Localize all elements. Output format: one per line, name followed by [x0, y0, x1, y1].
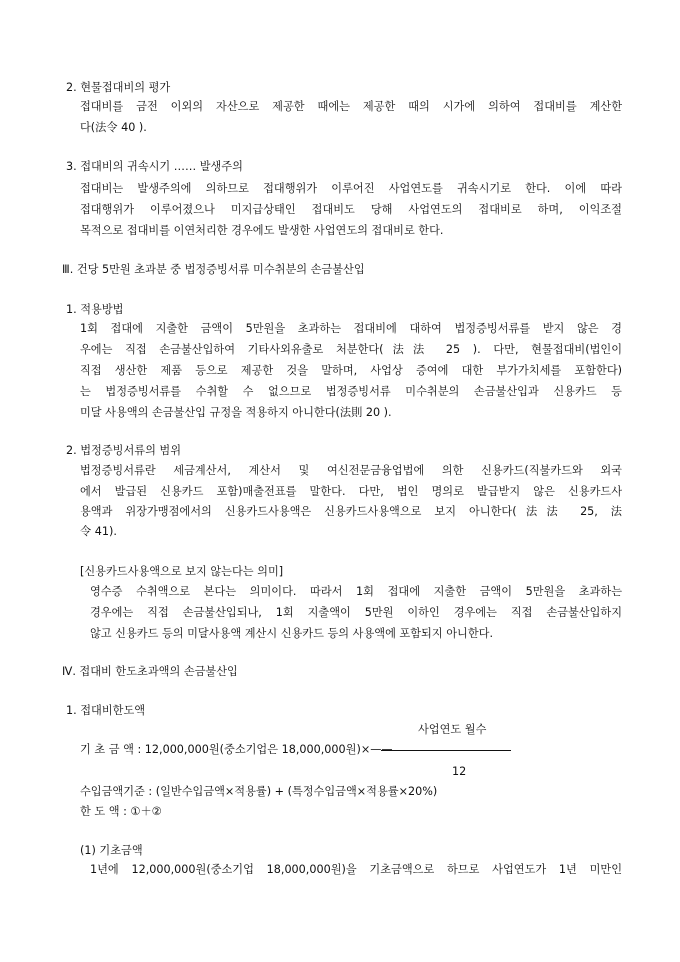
paragraph-line: 직접 생산한 제품 등으로 제공한 것을 말하며, 사업상 증여에 대한 부가가치세를 포함한다): [80, 364, 622, 377]
paragraph-line: 접대비는 발생주의에 의하므로 접대행위가 이루어진 사업연도를 귀속시기로 한다. 이에 따라: [80, 182, 622, 195]
paragraph-line: 令 41).: [80, 525, 117, 538]
note-line: 않고 신용카드 등의 미달사용액 계산시 신용카드 등의 사용액에 포함되지 아니한다.: [90, 627, 494, 640]
paragraph-line: 접대행위가 이루어졌으나 미지급상태인 접대비도 당해 사업연도의 접대비로 하며, 이익조절: [80, 203, 622, 216]
formula-numerator: 사업연도 월수: [418, 723, 487, 736]
note-line: 영수증 수취액으로 본다는 의미이다. 따라서 1회 접대에 지출한 금액이 5만원을 초과하는: [90, 585, 622, 598]
paragraph-line: 는 법정증빙서류를 수취할 수 없으므로 법정증빙서류 미수취분의 손금불산입과 신용카드 등: [80, 385, 622, 398]
section-heading-iii-2: 2. 법정증빙서류의 범위: [66, 444, 182, 457]
section-heading-2: 2. 현물접대비의 평가: [66, 81, 171, 94]
paragraph-line: 용액과 위장가맹점에서의 신용카드사용액은 신용카드사용액으로 보지 아니한다(法法 25, 法: [80, 505, 622, 518]
paragraph-line: 우에는 직접 손금불산입하여 기타사외유출로 처분한다(法法 25 ). 다만, 현물접대비(법인이: [80, 343, 622, 356]
paragraph-line: 1년에 12,000,000원(중소기업 18,000,000원)을 기초금액으로 하므로 사업연도가 1년 미만인: [90, 863, 622, 876]
section-heading-3: 3. 접대비의 귀속시기 …… 발생주의: [66, 160, 243, 173]
note-title: [신용카드사용액으로 보지 않는다는 의미]: [80, 565, 284, 578]
paragraph-line: 접대비를 금전 이외의 자산으로 제공한 때에는 제공한 때의 시가에 의하여 접대비를 계산한: [80, 100, 622, 113]
note-line: 경우에는 직접 손금불산입되나, 1회 지출액이 5만원 이하인 경우에는 직접 손금불산입하지: [90, 606, 622, 619]
paragraph-line: 목적으로 접대비를 이연처리한 경우에도 발생한 사업연도의 접대비로 한다.: [80, 224, 444, 237]
fraction-bar: [381, 750, 511, 751]
paragraph-line: 1회 접대에 지출한 금액이 5만원을 초과하는 접대비에 대하여 법정증빙서류를 받지 않은 경: [80, 322, 622, 335]
paragraph-line: 에서 발급된 신용카드 포함)매출전표를 말한다. 다만, 법인 명의로 발급받지 않은 신용카드사: [80, 485, 622, 498]
paragraph-line: 다(法令 40 ).: [80, 121, 147, 134]
paragraph-line: 법정증빙서류란 세금계산서, 계산서 및 여신전문금융업법에 의한 신용카드(직불카드와 외국: [80, 464, 622, 477]
section-heading-iv-1: 1. 접대비한도액: [66, 704, 146, 717]
formula-limit-line: 한 도 액 : ①＋②: [80, 805, 162, 818]
chapter-heading-iii: Ⅲ. 건당 5만원 초과분 중 법정증빙서류 미수취분의 손금불산입: [62, 263, 365, 276]
section-heading-iii-1: 1. 적용방법: [66, 303, 124, 316]
subsection-heading-1: (1) 기초금액: [80, 844, 143, 857]
formula-base-line: 기 초 금 액 : 12,000,000원(중소기업은 18,000,000원)×——: [80, 743, 393, 756]
formula-denominator: 12: [452, 765, 467, 778]
formula-revenue-line: 수입금액기준 : (일반수입금액×적용률) + (특정수입금액×적용률×20%): [80, 785, 438, 798]
paragraph-line: 미달 사용액의 손금불산입 규정을 적용하지 아니한다(法則 20 ).: [80, 406, 392, 419]
chapter-heading-iv: Ⅳ. 접대비 한도초과액의 손금불산입: [62, 665, 238, 678]
